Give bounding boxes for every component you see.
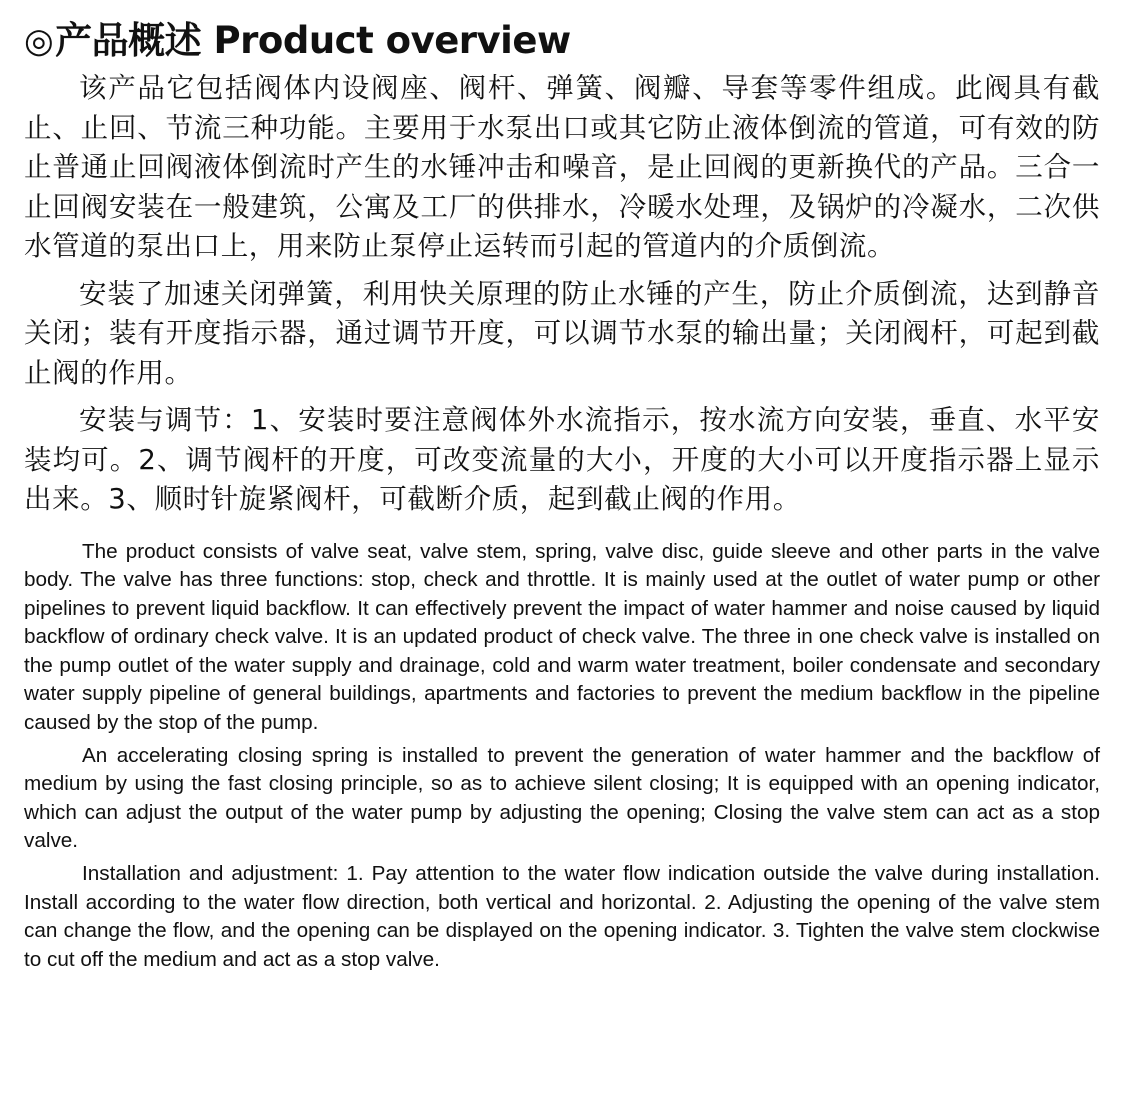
- english-paragraph-spring: An accelerating closing spring is installed to prevent the generation of water hammer and the backflow of medium by using the fast closing principle, so as to achieve silent closing; It is equipped with an opening indicator, which can adjust the output of the water pump by adjusting the opening; Closing the valve stem can act as a stop valve.: [24, 743, 1100, 853]
- section-heading: [24, 14, 1100, 68]
- chinese-paragraph-installation: 安装与调节：1、安装时要注意阀体外水流指示，按水流方向安装，垂直、水平安装均可。2、调节阀杆的开度，可改变流量的大小，开度的大小可以开度指示器上显示出来。3、顺时针旋紧阀杆，可截断介质，起到截止阀的作用。: [24, 404, 1100, 515]
- chinese-paragraph-overview: 该产品它包括阀体内设阀座、阀杆、弹簧、阀瓣、导套等零件组成。此阀具有截止、止回、节流三种功能。主要用于水泵出口或其它防止液体倒流的管道，可有效的防止普通止回阀液体倒流时产生的水锤冲击和噪音，是止回阀的更新换代的产品。三合一止回阀安装在一般建筑，公寓及工厂的供排水，冷暖水处理，及锅炉的冷凝水，二次供水管道的泵出口上，用来防止泵停止运转而引起的管道内的介质倒流。: [24, 72, 1100, 262]
- english-paragraph-installation: Installation and adjustment: 1. Pay attention to the water flow indication outside the valve during installation. Install according to the water flow direction, both vertical and horizontal. 2. Adjusting the opening of the valve stem can change the flow, and the opening can be displayed on the opening indicator. 3. Tighten the valve stem clockwise to cut off the medium and act as a stop valve.: [24, 862, 1100, 971]
- section-title: 产品概述 Product overview: [55, 19, 571, 62]
- english-paragraph-overview: The product consists of valve seat, valve stem, spring, valve disc, guide sleeve and other parts in the valve body. The valve has three functions: stop, check and throttle. It is mainly used at the outlet of water pump or other pipelines to prevent liquid backflow. It can effectively prevent the impact of water hammer and noise caused by liquid backflow of ordinary check valve. It is an updated product of check valve. The three in one check valve is installed on the pump outlet of the water supply and drainage, cold and warm water treatment, boiler condensate and secondary water supply pipeline of general buildings, apartments and factories to prevent the medium backflow in the pipeline caused by the stop of the pump.: [24, 539, 1100, 735]
- bullseye-icon: ◎: [24, 21, 54, 61]
- chinese-description: [24, 69, 1100, 520]
- document-page: [24, 14, 1100, 978]
- english-description: [24, 538, 1100, 975]
- chinese-paragraph-spring: 安装了加速关闭弹簧，利用快关原理的防止水锤的产生，防止介质倒流，达到静音关闭；装有开度指示器，通过调节开度，可以调节水泵的输出量；关闭阀杆，可起到截止阀的作用。: [24, 277, 1100, 389]
